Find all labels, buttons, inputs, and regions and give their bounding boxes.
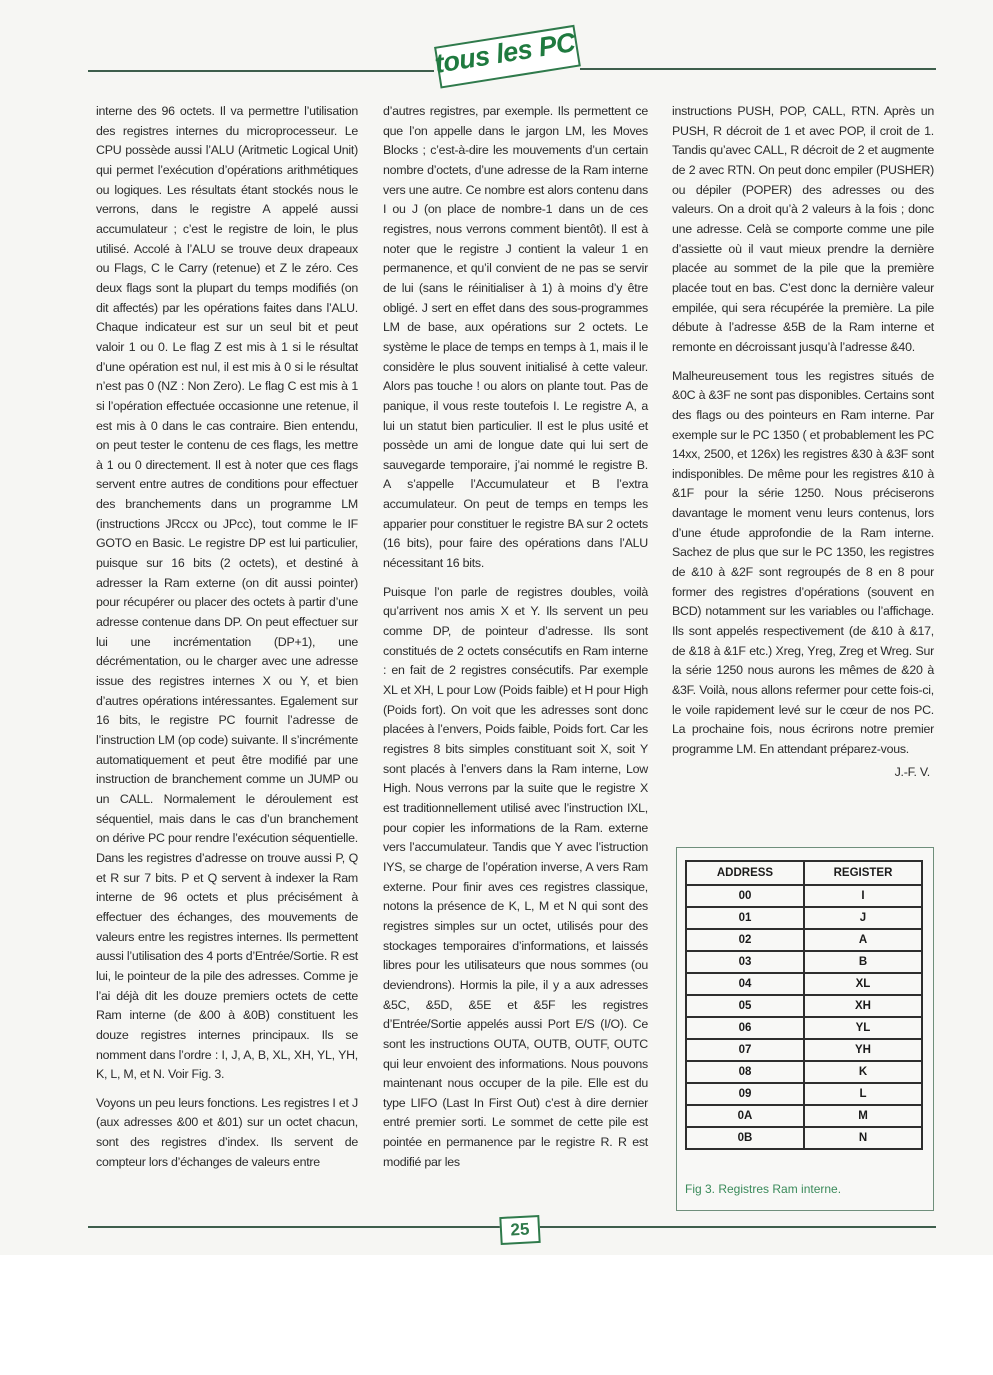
author-signature: J.-F. V. (894, 764, 930, 779)
scan-margin (0, 1255, 993, 1375)
paragraph: d’autres registres, par exemple. Ils permettent ce que l’on appelle dans le jargon LM, les Moves Blocks ; c’est-à-dire les mouvements d’un certain nombre d’octets, d’une adresse de la Ram interne vers une autre. Ce nombre est alors contenu dans I ou J (on place de nombre-1 dans un de ces registres, nous verrons comment bientôt). Il est à noter que le registre J contient la valeur 1 en permanence, et qu’il convient de ne pas se servir de lui (sans le réinitialiser à 1) à moins d’y être obligé. J sert en effet dans des sous-programmes LM de base, aux opérations sur 2 octets. Le système le place de temps en temps à 1, mais il le considère le plus souvent initialisé à cette valeur. Alors pas touche ! ou alors on plante tout. Pas de panique, il vous reste toutefois I. Le registre A, a lui un statut bien particulier. Il est le plus usité et possède un ami de longue date qui lui sert de sauvegarde temporaire, j’ai nommé le registre B. A s’appelle l’Accumulateur et B l’extra accumulateur. On peut de temps en temps les apparier pour constituer le registre BA sur 2 octets (16 bits), pour faire des opérations dans l’ALU nécessitant 16 bits. (383, 104, 648, 571)
text-column-3 (672, 102, 934, 782)
paragraph: instructions PUSH, POP, CALL, RTN. Après un PUSH, R décroit de 1 et avec POP, il croit de 1. Tandis qu’avec CALL, R décroit de 2 et augmente de 2 avec RTN. On peut donc empiler (PUSHER) ou dépiler (POPER) des adresses ou des valeurs. On a droit qu’à 2 valeurs à la fois ; donc une adresse. Celà se comporte comme une pile d’assiette où il vaut mieux prendre la dernière placée au sommet de la pile que la première placée tout en bas. C’est donc la dernière valeur empilée, qui sera récupérée la première. La pile débute à l’adresse &5B de la Ram interne et remonte en décroissant jusqu’à l’adresse &40. (672, 104, 934, 354)
address-cell: 06 (686, 1017, 804, 1039)
register-cell: K (804, 1061, 922, 1083)
table-row (686, 1061, 922, 1083)
table-row (686, 995, 922, 1017)
column-header-register: REGISTER (804, 861, 922, 885)
address-cell: 03 (686, 951, 804, 973)
register-cell: N (804, 1127, 922, 1149)
table-row (686, 907, 922, 929)
register-cell: XH (804, 995, 922, 1017)
figure-caption: Fig 3. Registres Ram interne. (685, 1182, 842, 1196)
register-table (685, 860, 923, 1150)
address-cell: 0B (686, 1127, 804, 1149)
address-cell: 01 (686, 907, 804, 929)
table-row (686, 1083, 922, 1105)
register-cell: XL (804, 973, 922, 995)
address-cell: 00 (686, 885, 804, 907)
table-row (686, 1127, 922, 1149)
page-number: 25 (499, 1215, 540, 1245)
register-cell: B (804, 951, 922, 973)
register-cell: L (804, 1083, 922, 1105)
paragraph: Voyons un peu leurs fonctions. Les registres I et J (aux adresses &00 et &01) sur un octet chacun, sont des registres d’index. Ils servent de compteur lors d’échanges de valeurs entre (96, 1095, 358, 1169)
register-cell: M (804, 1105, 922, 1127)
paragraph: Malheureusement tous les registres situés de &0C à &3F ne sont pas disponibles. Certains sont des flags ou des pointeurs en Ram interne. Par exemple sur le PC 1350 ( et probablement les PC 14xx, 2500, et 126x) les registres &30 à &3F sont indisponibles. De même pour les registres &10 à &1F pour la série 1250. Nous préciserons davantage le moment venu leurs contenus, lors d’une étude approfondie de la Ram interne. Sachez de plus que sur le PC 1350, les registres de &10 à &2F sont regroupés de 8 en 8 pour former des registres d’opérations (souvent en BCD) notamment sur les variables ou l’affichage. Ils sont appelés respectivement (de &10 à &17, de &18 à &1F etc.) Xreg, Yreg, Zreg et Wreg. Sur la série 1250 nous aurons les mêmes de &20 à &3F. Voilà, nous allons refermer pour cette fois-ci, le voile rapidement levé sur le cœur de nos PC. La prochaine fois, nous écrirons notre premier programme LM. En attendant préparez-vous. (672, 368, 934, 756)
column-header-address: ADDRESS (686, 861, 804, 885)
register-cell: J (804, 907, 922, 929)
table-row (686, 951, 922, 973)
address-cell: 08 (686, 1061, 804, 1083)
table-row (686, 973, 922, 995)
register-cell: I (804, 885, 922, 907)
paragraph: interne des 96 octets. Il va permettre l’utilisation des registres internes du microprocesseur. Le CPU possède aussi l’ALU (Aritmetic Logical Unit) qui permet l’exécution d’opérations arithmétiques ou logiques. Les résultats étant stockés nous le verrons, dans le registre A appelé aussi accumulateur ; c’est le registre de loin, le plus utilisé. Accolé à l’ALU se trouve deux drapeaux ou Flags, C le Carry (retenue) et Z le zéro. Ces deux flags sont la plupart du temps modifiés (on dit affectés) par les opérations faites dans l’ALU. Chaque indicateur est sur un seul bit et peut valoir 1 ou 0. Le flag Z est mis à 1 si le résultat d’une opération est nul, il est mis à 0 si le résultat n’est pas 0 (NZ : Non Zero). Le flag C est mis à 1 si l’opération effectuée occasionne une retenue, il est mis à 0 dans le cas contraire. Bien entendu, on peut tester le contenu de ces flags, les mettre à 1 ou 0 directement. Il est à noter que ces flags servent entre autres de conditions pour effectuer des branchements dans un programme LM (instructions JRccx ou JPcc), tout comme le IF GOTO en Basic. Le registre DP est lui particulier, puisque sur 16 bits (2 octets), et destiné à adresser la Ram externe (on dit aussi pointer) pour récupérer ou placer des octets à partir d’une adresse contenue dans DP. On peut effectuer sur lui une incrémentation (DP+1), une décrémentation, ou le charger avec une adresse issue des registres internes X ou Y, et bien d’autres opérations intéressantes. Egalement sur 16 bits, le registre PC fournit l’adresse de l’instruction LM (op code) suivante. Il s’incrémente automatiquement et peut être modifié par une instruction de branchement comme un JUMP ou un CALL. Normalement le déroulement est séquentiel, mais dans le cas d’un branchement on dérive PC pour rendre l’exécution séquentielle. Dans les registres d’adresse on trouve aussi P, Q et R sur 7 bits. P et Q servent à indexer la Ram interne de 96 octets et plus précisément à effectuer des échanges, des mouvements de valeurs entre les registres internes. Ils permettent aussi l’utilisation des 4 ports d’Entrée/Sortie. R est lui, le pointeur de la pile des adresses. Comme je l’ai déjà dit les douze premiers octets de cette Ram interne (de &00 à &0B) constituent les douze registres internes principaux. Ils se nomment dans l’ordre : I, J, A, B, XL, XH, YL, YH, K, L, M, et N. Voir Fig. 3. (96, 104, 358, 1082)
footer-rule-left (88, 1226, 500, 1228)
text-column-1 (96, 102, 358, 1181)
section-title: tous les PC (432, 27, 578, 79)
address-cell: 04 (686, 973, 804, 995)
table-header-row (686, 861, 922, 885)
text-column-2 (383, 102, 648, 1181)
header-rule-right (580, 68, 936, 70)
table-row (686, 929, 922, 951)
address-cell: 0A (686, 1105, 804, 1127)
header-rule-left (88, 70, 434, 72)
paragraph: Puisque l’on parle de registres doubles, voilà qu’arrivent nos amis X et Y. Ils servent un peu comme DP, de pointeur d’adresse. Ils sont constitués de 2 octets consécutifs en Ram interne : en fait de 2 registres consécutifs. Par exemple XL et XH, L pour Low (Poids faible) et H pour High (Poids fort). On voit que les adresses sont donc placées à l’envers, Poids faible, Poids fort. Car les registres 8 bits simples constituant soit X, soit Y sont placés à l’envers dans la Ram interne, Low High. Nous verrons par la suite que le registre X est traditionnellement utilisé avec l’instruction IXL, pour copier les informations de la Ram. externe vers l’accumulateur. Tandis que Y avec l’istruction IYS, se charge de l’opération inverse, A vers Ram externe. Pour finir aves ces registres classique, notons la présence de K, L, M et N qui sont des registres simples sur un octet, utilisés pour des stockages temporaires d’informations, et laissés libres pour les utilisateurs que nous sommes (ou deviendrons). Hormis la pile, il y a aux adresses &5C, &5D, &5E et &5F les registres d’Entrée/Sortie appelés aussi Port E/S (I/O). Ce sont les instructions OUTA, OUTB, OUTF, OUTC qui leur envoient des informations. Nous pouvons maintenant nous occuper de la pile. Elle est du type LIFO (Last In First Out) c’est à dire dernier entré premier sorti. Le sommet de cette pile est pointée en permanence par le registre R. R est modifié par les (383, 584, 648, 1169)
register-cell: A (804, 929, 922, 951)
section-logo (427, 19, 583, 90)
address-cell: 05 (686, 995, 804, 1017)
figure-3 (676, 847, 934, 1211)
address-cell: 02 (686, 929, 804, 951)
table-row (686, 1039, 922, 1061)
register-cell: YH (804, 1039, 922, 1061)
register-cell: YL (804, 1017, 922, 1039)
table-row (686, 885, 922, 907)
table-row (686, 1105, 922, 1127)
address-cell: 09 (686, 1083, 804, 1105)
address-cell: 07 (686, 1039, 804, 1061)
footer-rule-right (538, 1226, 936, 1228)
table-row (686, 1017, 922, 1039)
